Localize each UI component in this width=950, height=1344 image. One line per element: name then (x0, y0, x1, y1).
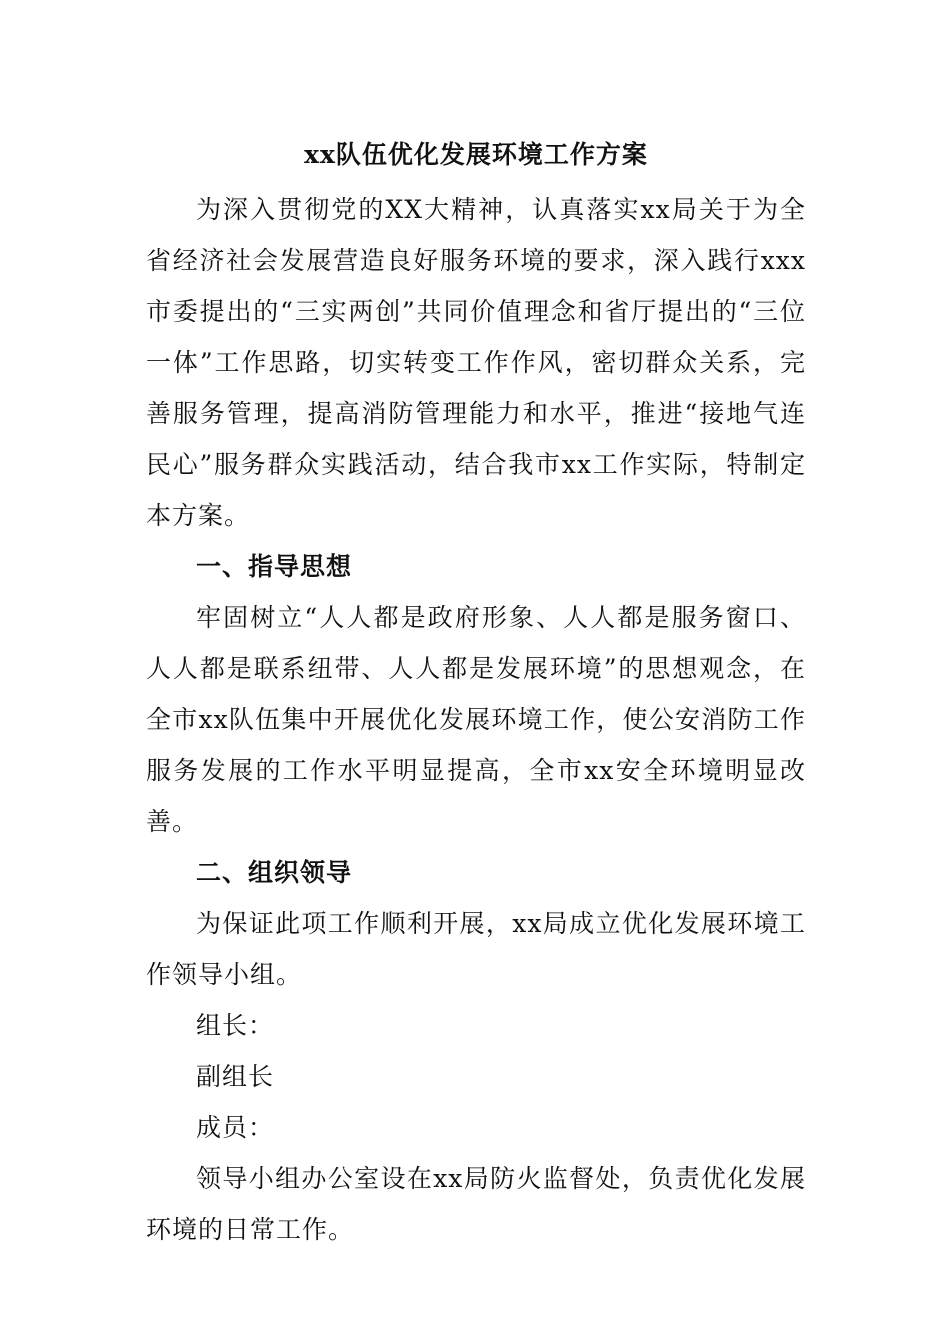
members-line: 成员： (196, 1113, 275, 1142)
deputy-leader-line: 副组长 (196, 1062, 275, 1091)
section-heading-guiding-ideology: 一、指导思想 (196, 552, 353, 581)
leader-line: 组长： (196, 1011, 275, 1040)
guiding-ideology-paragraph: 牢固树立“人人都是政府形象、人人都是服务窗口、人人都是联系纽带、人人都是发展环境”的思想观念，在全市xx队伍集中开展优化发展环境工作，使公安消防工作服务发展的工作水平明显提高，全市xx安全环境明显改善。 (146, 603, 806, 836)
intro-paragraph: 为深入贯彻党的XX大精神，认真落实xx局关于为全省经济社会发展营造良好服务环境的要求，深入践行xxx市委提出的“三实两创”共同价值理念和省厅提出的“三位一体”工作思路，切实转变工作作风，密切群众关系，完善服务管理，提高消防管理能力和水平，推进“接地气连民心”服务群众实践活动，结合我市xx工作实际，特制定本方案。 (146, 195, 806, 530)
organization-paragraph: 为保证此项工作顺利开展，xx局成立优化发展环境工作领导小组。 (146, 909, 806, 989)
office-paragraph: 领导小组办公室设在xx局防火监督处，负责优化发展环境的日常工作。 (146, 1164, 806, 1244)
document-title: xx队伍优化发展环境工作方案 (304, 140, 648, 169)
document-page (146, 132, 806, 1255)
section-heading-organization-leadership: 二、组织领导 (196, 858, 353, 887)
